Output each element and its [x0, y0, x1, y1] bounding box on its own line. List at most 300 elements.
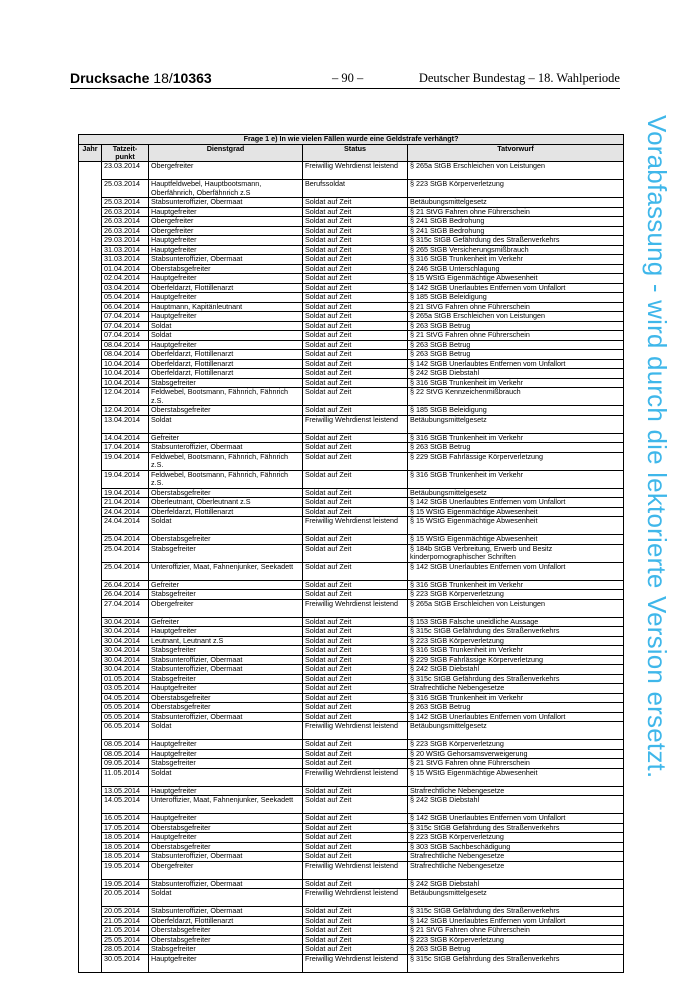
- cell-status: Soldat auf Zeit: [303, 580, 408, 590]
- table-row: [79, 740, 624, 750]
- cell-tatzeitpunkt: 14.05.2014: [102, 796, 149, 814]
- cell-tatvorwurf: § 263 StGB Betrug: [408, 350, 624, 360]
- cell-tatzeitpunkt: 26.03.2014: [102, 207, 149, 217]
- cell-status: Soldat auf Zeit: [303, 433, 408, 443]
- cell-tatzeitpunkt: 17.05.2014: [102, 823, 149, 833]
- cell-tatvorwurf: § 316 StGB Trunkenheit im Verkehr: [408, 433, 624, 443]
- cell-status: Soldat auf Zeit: [303, 916, 408, 926]
- cell-dienstgrad: Stabsgefreiter: [149, 674, 303, 684]
- cell-dienstgrad: Oberfeldarzt, Flottillenarzt: [149, 283, 303, 293]
- cell-tatvorwurf: § 265a StGB Erschleichen von Leistungen: [408, 162, 624, 180]
- cell-tatzeitpunkt: 27.04.2014: [102, 599, 149, 617]
- cell-dienstgrad: Oberstabsgefreiter: [149, 823, 303, 833]
- cell-tatzeitpunkt: 06.05.2014: [102, 722, 149, 740]
- cell-tatzeitpunkt: 13.05.2014: [102, 786, 149, 796]
- cell-jahr: [79, 954, 102, 972]
- cell-dienstgrad: Obergefreiter: [149, 162, 303, 180]
- cell-tatzeitpunkt: 01.04.2014: [102, 264, 149, 274]
- cell-tatzeitpunkt: 31.03.2014: [102, 245, 149, 255]
- cell-dienstgrad: Hauptgefreiter: [149, 207, 303, 217]
- cell-tatvorwurf: § 265a StGB Erschleichen von Leistungen: [408, 599, 624, 617]
- cell-tatzeitpunkt: 31.03.2014: [102, 255, 149, 265]
- cell-jahr: [79, 722, 102, 740]
- cell-tatzeitpunkt: 16.05.2014: [102, 814, 149, 824]
- cell-tatvorwurf: § 263 StGB Betrug: [408, 340, 624, 350]
- cell-tatzeitpunkt: 07.04.2014: [102, 321, 149, 331]
- table-row: [79, 388, 624, 406]
- table-row: [79, 452, 624, 470]
- fines-table: [78, 134, 624, 973]
- cell-dienstgrad: Gefreiter: [149, 433, 303, 443]
- cell-status: Soldat auf Zeit: [303, 264, 408, 274]
- cell-tatzeitpunkt: 25.04.2014: [102, 535, 149, 545]
- cell-status: Soldat auf Zeit: [303, 907, 408, 917]
- cell-dienstgrad: Hauptgefreiter: [149, 627, 303, 637]
- cell-tatvorwurf: § 241 StGB Bedrohung: [408, 217, 624, 227]
- cell-status: Freiwillig Wehrdienst leistend: [303, 517, 408, 535]
- table-row: [79, 712, 624, 722]
- table-row: [79, 842, 624, 852]
- cell-tatvorwurf: § 263 StGB Betrug: [408, 321, 624, 331]
- cell-jahr: [79, 207, 102, 217]
- cell-tatvorwurf: § 22 StVG Kennzeichenmißbrauch: [408, 388, 624, 406]
- cell-dienstgrad: Hauptgefreiter: [149, 749, 303, 759]
- cell-dienstgrad: Soldat: [149, 889, 303, 907]
- cell-tatzeitpunkt: 24.04.2014: [102, 517, 149, 535]
- cell-tatvorwurf: § 242 StGB Diebstahl: [408, 369, 624, 379]
- cell-tatvorwurf: § 263 StGB Betrug: [408, 945, 624, 955]
- cell-dienstgrad: Oberfeldarzt, Flottillenarzt: [149, 369, 303, 379]
- cell-jahr: [79, 162, 102, 180]
- table-row: [79, 162, 624, 180]
- cell-jahr: [79, 378, 102, 388]
- cell-tatvorwurf: § 223 StGB Körperverletzung: [408, 636, 624, 646]
- cell-tatzeitpunkt: 05.05.2014: [102, 703, 149, 713]
- draft-watermark: Vorabfassung - wird durch die lektorierte Version ersetzt.: [642, 115, 672, 779]
- cell-tatzeitpunkt: 14.04.2014: [102, 433, 149, 443]
- cell-jahr: [79, 759, 102, 769]
- cell-tatvorwurf: § 142 StGB Unerlaubtes Entfernen vom Unfallort: [408, 283, 624, 293]
- cell-status: Soldat auf Zeit: [303, 312, 408, 322]
- cell-status: Soldat auf Zeit: [303, 674, 408, 684]
- cell-tatvorwurf: § 21 StVG Fahren ohne Führerschein: [408, 302, 624, 312]
- cell-tatzeitpunkt: 08.04.2014: [102, 350, 149, 360]
- cell-dienstgrad: Soldat: [149, 331, 303, 341]
- cell-jahr: [79, 507, 102, 517]
- cell-jahr: [79, 470, 102, 488]
- cell-jahr: [79, 935, 102, 945]
- cell-dienstgrad: Unteroffizier, Maat, Fahnenjunker, Seekadett: [149, 562, 303, 580]
- table-row: [79, 443, 624, 453]
- cell-jahr: [79, 655, 102, 665]
- cell-jahr: [79, 861, 102, 879]
- cell-tatvorwurf: § 185 StGB Beleidigung: [408, 406, 624, 416]
- cell-tatvorwurf: § 21 StVG Fahren ohne Führerschein: [408, 331, 624, 341]
- cell-jahr: [79, 907, 102, 917]
- cell-jahr: [79, 823, 102, 833]
- cell-dienstgrad: Oberstabsgefreiter: [149, 926, 303, 936]
- cell-tatvorwurf: § 21 StVG Fahren ohne Führerschein: [408, 207, 624, 217]
- publisher: Deutscher Bundestag – 18. Wahlperiode: [418, 71, 620, 85]
- cell-dienstgrad: Hauptgefreiter: [149, 954, 303, 972]
- cell-status: Berufssoldat: [303, 180, 408, 198]
- cell-tatzeitpunkt: 30.05.2014: [102, 954, 149, 972]
- cell-status: Soldat auf Zeit: [303, 331, 408, 341]
- cell-tatvorwurf: § 242 StGB Diebstahl: [408, 796, 624, 814]
- cell-dienstgrad: Oberstabsgefreiter: [149, 693, 303, 703]
- cell-jahr: [79, 627, 102, 637]
- cell-jahr: [79, 740, 102, 750]
- cell-status: Soldat auf Zeit: [303, 498, 408, 508]
- col-header-status: Status: [303, 145, 408, 162]
- cell-jahr: [79, 340, 102, 350]
- cell-jahr: [79, 842, 102, 852]
- cell-dienstgrad: Soldat: [149, 321, 303, 331]
- cell-jahr: [79, 302, 102, 312]
- cell-tatzeitpunkt: 08.04.2014: [102, 340, 149, 350]
- cell-dienstgrad: Unteroffizier, Maat, Fahnenjunker, Seekadett: [149, 796, 303, 814]
- cell-jahr: [79, 264, 102, 274]
- cell-tatzeitpunkt: 26.04.2014: [102, 580, 149, 590]
- cell-tatzeitpunkt: 26.04.2014: [102, 590, 149, 600]
- cell-status: Soldat auf Zeit: [303, 378, 408, 388]
- cell-tatvorwurf: § 315c StGB Gefährdung des Straßenverkehrs: [408, 236, 624, 246]
- table-row: [79, 861, 624, 879]
- cell-tatvorwurf: § 246 StGB Unterschlagung: [408, 264, 624, 274]
- cell-status: Soldat auf Zeit: [303, 814, 408, 824]
- cell-tatvorwurf: Strafrechtliche Nebengesetze: [408, 852, 624, 862]
- cell-dienstgrad: Soldat: [149, 768, 303, 786]
- cell-dienstgrad: Oberstabsgefreiter: [149, 406, 303, 416]
- cell-tatzeitpunkt: 02.04.2014: [102, 274, 149, 284]
- cell-tatvorwurf: Betäubungsmittelgesetz: [408, 488, 624, 498]
- cell-status: Soldat auf Zeit: [303, 935, 408, 945]
- cell-status: Soldat auf Zeit: [303, 703, 408, 713]
- table-row: [79, 655, 624, 665]
- cell-jahr: [79, 562, 102, 580]
- cell-dienstgrad: Stabsgefreiter: [149, 590, 303, 600]
- cell-tatvorwurf: § 316 StGB Trunkenheit im Verkehr: [408, 580, 624, 590]
- cell-status: Soldat auf Zeit: [303, 879, 408, 889]
- table-row: [79, 331, 624, 341]
- cell-tatvorwurf: Betäubungsmittelgesetz: [408, 415, 624, 433]
- table-row: [79, 759, 624, 769]
- cell-dienstgrad: Stabsgefreiter: [149, 945, 303, 955]
- cell-status: Soldat auf Zeit: [303, 693, 408, 703]
- cell-tatzeitpunkt: 21.05.2014: [102, 916, 149, 926]
- cell-tatzeitpunkt: 05.04.2014: [102, 293, 149, 303]
- cell-status: Soldat auf Zeit: [303, 507, 408, 517]
- cell-dienstgrad: Hauptgefreiter: [149, 236, 303, 246]
- cell-dienstgrad: Hauptgefreiter: [149, 740, 303, 750]
- header-rule: [70, 88, 620, 89]
- table-row: [79, 226, 624, 236]
- cell-status: Soldat auf Zeit: [303, 786, 408, 796]
- cell-tatvorwurf: § 15 WStG Eigenmächtige Abwesenheit: [408, 535, 624, 545]
- cell-tatvorwurf: § 142 StGB Unerlaubtes Entfernen vom Unfallort: [408, 814, 624, 824]
- cell-dienstgrad: Gefreiter: [149, 580, 303, 590]
- cell-tatvorwurf: § 265a StGB Erschleichen von Leistungen: [408, 312, 624, 322]
- cell-tatzeitpunkt: 12.04.2014: [102, 388, 149, 406]
- cell-status: Soldat auf Zeit: [303, 655, 408, 665]
- cell-jahr: [79, 693, 102, 703]
- cell-tatzeitpunkt: 03.05.2014: [102, 684, 149, 694]
- cell-dienstgrad: Gefreiter: [149, 617, 303, 627]
- cell-tatzeitpunkt: 03.04.2014: [102, 283, 149, 293]
- cell-tatvorwurf: § 242 StGB Diebstahl: [408, 879, 624, 889]
- cell-tatzeitpunkt: 19.05.2014: [102, 879, 149, 889]
- cell-jahr: [79, 636, 102, 646]
- cell-jahr: [79, 226, 102, 236]
- cell-tatzeitpunkt: 25.03.2014: [102, 198, 149, 208]
- cell-tatzeitpunkt: 29.03.2014: [102, 236, 149, 246]
- cell-jahr: [79, 665, 102, 675]
- cell-status: Soldat auf Zeit: [303, 945, 408, 955]
- cell-dienstgrad: Leutnant, Leutnant z.S: [149, 636, 303, 646]
- cell-dienstgrad: Soldat: [149, 415, 303, 433]
- cell-dienstgrad: Stabsunteroffizier, Obermaat: [149, 907, 303, 917]
- cell-status: Soldat auf Zeit: [303, 302, 408, 312]
- table-row: [79, 562, 624, 580]
- cell-jahr: [79, 796, 102, 814]
- table-row: [79, 312, 624, 322]
- cell-status: Soldat auf Zeit: [303, 646, 408, 656]
- cell-tatzeitpunkt: 08.05.2014: [102, 749, 149, 759]
- cell-status: Freiwillig Wehrdienst leistend: [303, 415, 408, 433]
- table-row: [79, 340, 624, 350]
- cell-jahr: [79, 236, 102, 246]
- col-header-tatzeitpunkt: Tatzeit-punkt: [102, 145, 149, 162]
- cell-tatvorwurf: § 316 StGB Trunkenheit im Verkehr: [408, 255, 624, 265]
- cell-tatzeitpunkt: 07.04.2014: [102, 312, 149, 322]
- cell-tatvorwurf: § 265 StGB Versicherungsmißbrauch: [408, 245, 624, 255]
- cell-jahr: [79, 786, 102, 796]
- cell-jahr: [79, 684, 102, 694]
- cell-tatvorwurf: § 21 StVG Fahren ohne Führerschein: [408, 926, 624, 936]
- table-row: [79, 786, 624, 796]
- table-row: [79, 665, 624, 675]
- cell-tatvorwurf: Betäubungsmittelgesetz: [408, 722, 624, 740]
- cell-jahr: [79, 617, 102, 627]
- cell-jahr: [79, 369, 102, 379]
- drucksache-number: 10363: [172, 70, 212, 86]
- cell-status: Soldat auf Zeit: [303, 488, 408, 498]
- cell-dienstgrad: Hauptgefreiter: [149, 814, 303, 824]
- cell-tatzeitpunkt: 20.05.2014: [102, 907, 149, 917]
- cell-jahr: [79, 415, 102, 433]
- cell-dienstgrad: Hauptgefreiter: [149, 684, 303, 694]
- drucksache-prefix: 18/: [153, 70, 173, 86]
- table-row: [79, 617, 624, 627]
- table-row: [79, 350, 624, 360]
- cell-dienstgrad: Oberstabsgefreiter: [149, 935, 303, 945]
- cell-tatzeitpunkt: 30.04.2014: [102, 655, 149, 665]
- table-row: [79, 693, 624, 703]
- cell-status: Soldat auf Zeit: [303, 842, 408, 852]
- table-row: [79, 488, 624, 498]
- cell-dienstgrad: Hauptfeldwebel, Hauptbootsmann, Oberfähnrich, Oberfähnrich z.S: [149, 180, 303, 198]
- cell-status: Soldat auf Zeit: [303, 627, 408, 637]
- cell-tatvorwurf: § 315c StGB Gefährdung des Straßenverkehrs: [408, 674, 624, 684]
- cell-status: Soldat auf Zeit: [303, 359, 408, 369]
- cell-jahr: [79, 852, 102, 862]
- cell-tatzeitpunkt: 10.04.2014: [102, 378, 149, 388]
- cell-tatzeitpunkt: 13.04.2014: [102, 415, 149, 433]
- cell-tatzeitpunkt: 25.05.2014: [102, 935, 149, 945]
- cell-status: Soldat auf Zeit: [303, 236, 408, 246]
- table-row: [79, 207, 624, 217]
- cell-tatzeitpunkt: 30.04.2014: [102, 665, 149, 675]
- cell-dienstgrad: Oberfeldarzt, Flottillenarzt: [149, 916, 303, 926]
- cell-jahr: [79, 180, 102, 198]
- cell-tatvorwurf: § 316 StGB Trunkenheit im Verkehr: [408, 470, 624, 488]
- cell-jahr: [79, 879, 102, 889]
- cell-jahr: [79, 749, 102, 759]
- cell-dienstgrad: Obergefreiter: [149, 217, 303, 227]
- cell-jahr: [79, 674, 102, 684]
- cell-status: Soldat auf Zeit: [303, 712, 408, 722]
- cell-dienstgrad: Oberleutnant, Oberleutnant z.S: [149, 498, 303, 508]
- cell-tatzeitpunkt: 30.04.2014: [102, 617, 149, 627]
- cell-tatzeitpunkt: 06.04.2014: [102, 302, 149, 312]
- cell-tatzeitpunkt: 10.04.2014: [102, 369, 149, 379]
- cell-dienstgrad: Stabsunteroffizier, Obermaat: [149, 665, 303, 675]
- cell-tatzeitpunkt: 04.05.2014: [102, 693, 149, 703]
- cell-tatzeitpunkt: 17.04.2014: [102, 443, 149, 453]
- cell-status: Soldat auf Zeit: [303, 198, 408, 208]
- cell-dienstgrad: Oberstabsgefreiter: [149, 264, 303, 274]
- cell-tatvorwurf: § 223 StGB Körperverletzung: [408, 590, 624, 600]
- cell-jahr: [79, 889, 102, 907]
- cell-status: Freiwillig Wehrdienst leistend: [303, 861, 408, 879]
- cell-status: Soldat auf Zeit: [303, 665, 408, 675]
- table-row: [79, 415, 624, 433]
- table-row: [79, 264, 624, 274]
- cell-status: Soldat auf Zeit: [303, 388, 408, 406]
- cell-tatvorwurf: § 303 StGB Sachbeschädigung: [408, 842, 624, 852]
- cell-status: Soldat auf Zeit: [303, 562, 408, 580]
- cell-dienstgrad: Oberstabsgefreiter: [149, 535, 303, 545]
- cell-jahr: [79, 590, 102, 600]
- table-row: [79, 302, 624, 312]
- cell-status: Soldat auf Zeit: [303, 207, 408, 217]
- cell-tatvorwurf: § 15 WStG Eigenmächtige Abwesenheit: [408, 517, 624, 535]
- cell-tatvorwurf: § 223 StGB Körperverletzung: [408, 833, 624, 843]
- table-row: [79, 180, 624, 198]
- table-row: [79, 580, 624, 590]
- cell-status: Soldat auf Zeit: [303, 470, 408, 488]
- cell-jahr: [79, 274, 102, 284]
- table-row: [79, 646, 624, 656]
- cell-tatzeitpunkt: 11.05.2014: [102, 768, 149, 786]
- cell-tatzeitpunkt: 20.05.2014: [102, 889, 149, 907]
- drucksache-label: Drucksache 18/10363: [70, 70, 212, 86]
- cell-dienstgrad: Hauptgefreiter: [149, 786, 303, 796]
- cell-tatzeitpunkt: 21.05.2014: [102, 926, 149, 936]
- table-row: [79, 684, 624, 694]
- cell-jahr: [79, 535, 102, 545]
- cell-tatvorwurf: § 223 StGB Körperverletzung: [408, 935, 624, 945]
- table-row: [79, 369, 624, 379]
- cell-tatvorwurf: § 184b StGB Verbreitung, Erwerb und Besitz kinderpornographischer Schriften: [408, 544, 624, 562]
- table-row: [79, 321, 624, 331]
- cell-status: Soldat auf Zeit: [303, 759, 408, 769]
- cell-dienstgrad: Feldwebel, Bootsmann, Fähnrich, Fähnrich z.S.: [149, 388, 303, 406]
- cell-dienstgrad: Stabsunteroffizier, Obermaat: [149, 712, 303, 722]
- cell-jahr: [79, 580, 102, 590]
- table-row: [79, 283, 624, 293]
- cell-tatvorwurf: § 242 StGB Diebstahl: [408, 665, 624, 675]
- cell-status: Soldat auf Zeit: [303, 749, 408, 759]
- table-row: [79, 470, 624, 488]
- cell-tatvorwurf: Betäubungsmittelgesetz: [408, 198, 624, 208]
- cell-dienstgrad: Oberstabsgefreiter: [149, 488, 303, 498]
- col-header-dienstgrad: Dienstgrad: [149, 145, 303, 162]
- cell-tatvorwurf: § 263 StGB Betrug: [408, 703, 624, 713]
- cell-tatvorwurf: Strafrechtliche Nebengesetze: [408, 786, 624, 796]
- cell-tatzeitpunkt: 18.05.2014: [102, 852, 149, 862]
- cell-jahr: [79, 388, 102, 406]
- cell-status: Soldat auf Zeit: [303, 833, 408, 843]
- cell-dienstgrad: Hauptgefreiter: [149, 833, 303, 843]
- table-row: [79, 833, 624, 843]
- cell-dienstgrad: Oberfeldarzt, Flottillenarzt: [149, 507, 303, 517]
- cell-tatvorwurf: § 142 StGB Unerlaubtes Entfernen vom Unfallort: [408, 562, 624, 580]
- cell-tatzeitpunkt: 21.04.2014: [102, 498, 149, 508]
- cell-dienstgrad: Feldwebel, Bootsmann, Fähnrich, Fähnrich z.S.: [149, 452, 303, 470]
- cell-dienstgrad: Stabsgefreiter: [149, 759, 303, 769]
- cell-status: Soldat auf Zeit: [303, 226, 408, 236]
- cell-dienstgrad: Oberfeldarzt, Flottillenarzt: [149, 350, 303, 360]
- table-row: [79, 749, 624, 759]
- cell-tatvorwurf: § 142 StGB Unerlaubtes Entfernen vom Unfallort: [408, 712, 624, 722]
- col-header-tatvorwurf: Tatvorwurf: [408, 145, 624, 162]
- cell-dienstgrad: Obergefreiter: [149, 599, 303, 617]
- table-row: [79, 889, 624, 907]
- table-row: [79, 498, 624, 508]
- cell-status: Soldat auf Zeit: [303, 740, 408, 750]
- cell-dienstgrad: Oberfeldarzt, Flottillenarzt: [149, 359, 303, 369]
- cell-tatvorwurf: § 185 StGB Beleidigung: [408, 293, 624, 303]
- cell-tatzeitpunkt: 18.05.2014: [102, 833, 149, 843]
- cell-tatzeitpunkt: 30.04.2014: [102, 646, 149, 656]
- cell-dienstgrad: Stabsunteroffizier, Obermaat: [149, 255, 303, 265]
- table-row: [79, 507, 624, 517]
- table-row: [79, 590, 624, 600]
- cell-jahr: [79, 433, 102, 443]
- cell-tatvorwurf: § 315c StGB Gefährdung des Straßenverkehrs: [408, 823, 624, 833]
- cell-jahr: [79, 498, 102, 508]
- table-row: [79, 599, 624, 617]
- cell-tatzeitpunkt: 25.03.2014: [102, 180, 149, 198]
- table-row: [79, 926, 624, 936]
- cell-tatvorwurf: § 15 WStG Eigenmächtige Abwesenheit: [408, 768, 624, 786]
- cell-dienstgrad: Stabsunteroffizier, Obermaat: [149, 879, 303, 889]
- cell-status: Freiwillig Wehrdienst leistend: [303, 954, 408, 972]
- cell-dienstgrad: Hauptgefreiter: [149, 245, 303, 255]
- cell-tatzeitpunkt: 10.04.2014: [102, 359, 149, 369]
- cell-jahr: [79, 646, 102, 656]
- cell-jahr: [79, 926, 102, 936]
- cell-tatvorwurf: § 316 StGB Trunkenheit im Verkehr: [408, 693, 624, 703]
- cell-status: Soldat auf Zeit: [303, 684, 408, 694]
- page-header: [70, 70, 620, 88]
- table-row: [79, 935, 624, 945]
- table-row: [79, 722, 624, 740]
- cell-tatzeitpunkt: 08.05.2014: [102, 740, 149, 750]
- cell-jahr: [79, 198, 102, 208]
- cell-tatvorwurf: § 316 StGB Trunkenheit im Verkehr: [408, 646, 624, 656]
